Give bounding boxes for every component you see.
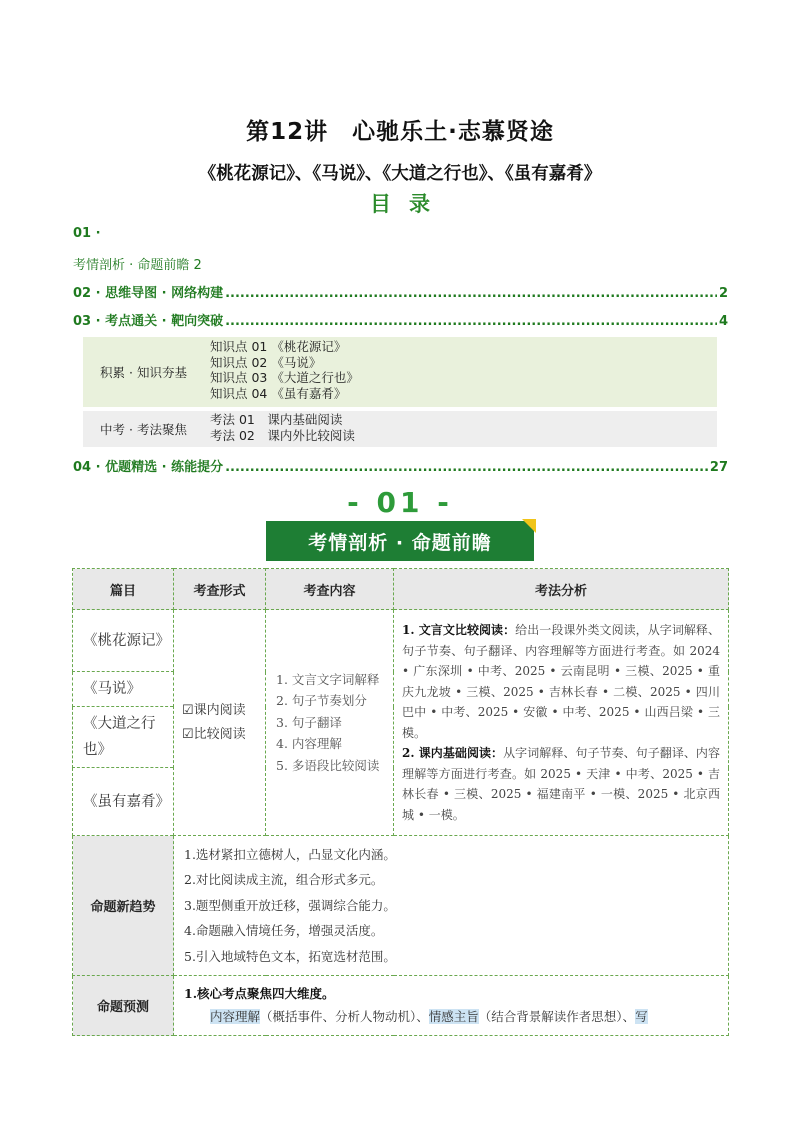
- highlight-text: 写: [635, 1009, 648, 1024]
- toc-item-4-label: 04 · 优题精选 · 练能提分: [73, 460, 224, 475]
- toc-item-3[interactable]: [73, 310, 728, 329]
- trend-label: 命题新趋势: [73, 836, 174, 976]
- toc-title: 目录: [370, 192, 448, 216]
- section-number: - 01 -: [347, 486, 453, 519]
- toc-item-3-page: 4: [718, 314, 728, 329]
- analysis-item-2: 2. 课内基础阅读：从字词解释、句子节奏、句子翻译、内容理解等方面进行考查。如 2025 • 天津 • 中考、2025 • 吉林长春 • 三模、2025 • 福建南平 • 一模、2025 • 北京西城 • 一模。: [402, 746, 720, 822]
- table-header: 考法分析: [394, 569, 729, 610]
- section-banner: 考情剖析 · 命题前瞻: [266, 521, 534, 561]
- toc-item-1-number[interactable]: 01 ·: [73, 226, 101, 241]
- toc-leader-dots: [225, 286, 717, 301]
- toc-subitem[interactable]: 知识点 04 《虽有嘉肴》: [210, 385, 347, 401]
- piece-cell: 《马说》: [73, 672, 174, 707]
- toc-item-4-page: 27: [709, 460, 728, 475]
- predict-title: 1.核心考点聚焦四大维度。: [184, 986, 335, 1001]
- toc-item-1[interactable]: 考情剖析 · 命题前瞻 2: [73, 258, 202, 273]
- toc-subitem[interactable]: 知识点 02 《马说》: [210, 354, 322, 370]
- piece-cell: 《大道之行也》: [73, 707, 174, 768]
- content-item: 3. 句子翻译: [276, 714, 342, 730]
- predict-cell: [174, 976, 729, 1036]
- trend-item: 2.对比阅读成主流，组合形式多元。: [184, 872, 384, 888]
- analysis-item-1: 1. 文言文比较阅读：给出一段课外类文阅读，从字词解释、句子节奏、句子翻译、内容理解等方面进行考查。如 2024 • 广东深圳 • 中考、2025 • 云南昆明 • 三模、2025 • 重庆九龙坡 • 三模、2025 • 吉林长春 • 二模、2025 • 四川巴中 • 中考、2025 • 安徽 • 中考、2025 • 山西吕梁 • 三模。: [402, 623, 720, 740]
- table-header: 篇目: [73, 569, 174, 610]
- form-cell: [174, 610, 266, 836]
- toc-item-4[interactable]: [73, 456, 728, 475]
- content-item: 5. 多语段比较阅读: [276, 757, 380, 773]
- lecture-subtitle: 《桃花源记》、《马说》、《大道之行也》、《虽有嘉肴》: [198, 164, 602, 184]
- exam-analysis-table: [72, 568, 729, 1036]
- toc-subitem[interactable]: 考法 01 课内基础阅读: [210, 412, 343, 427]
- toc-subitem[interactable]: 知识点 01 《桃花源记》: [210, 339, 347, 354]
- piece-cell: 《虽有嘉肴》: [73, 768, 174, 836]
- predict-line: 内容理解（概括事件、分析人物动机）、情感主旨（结合背景解读作者思想）、写: [210, 1009, 648, 1024]
- content-item: 2. 句子节奏划分: [276, 693, 367, 709]
- banner-corner-decoration: [522, 519, 536, 533]
- method-box-label: 中考 · 考法聚焦: [100, 422, 187, 437]
- table-header: 考查内容: [266, 569, 394, 610]
- content-item: 4. 内容理解: [276, 736, 342, 752]
- toc-subitem[interactable]: 知识点 03 《大道之行也》: [210, 370, 359, 385]
- trend-cell: [174, 836, 729, 976]
- highlight-text: 情感主旨: [428, 1009, 479, 1024]
- toc-leader-dots: [225, 460, 708, 475]
- trend-item: 4.命题融入情境任务，增强灵活度。: [184, 923, 384, 939]
- toc-leader-dots: [225, 314, 717, 329]
- trend-item: 3.题型侧重开放迁移，强调综合能力。: [184, 897, 396, 913]
- knowledge-box-label: 积累 · 知识夯基: [100, 365, 187, 380]
- analysis-cell: [394, 610, 729, 836]
- toc-item-2-page: 2: [718, 286, 728, 301]
- content-cell: [266, 610, 394, 836]
- predict-label: 命题预测: [73, 976, 174, 1036]
- toc-method-box: [83, 411, 717, 447]
- trend-item: 5.引入地域特色文本，拓宽选材范围。: [184, 948, 396, 964]
- toc-item-2[interactable]: [73, 282, 728, 301]
- toc-knowledge-box: [83, 337, 717, 407]
- table-header: 考查形式: [174, 569, 266, 610]
- toc-item-2-label: 02 · 思维导图 · 网络构建: [73, 286, 224, 301]
- checkbox-item: ☑比较阅读: [182, 726, 246, 742]
- lecture-title: 第12讲 心驰乐土·志慕贤途: [246, 119, 554, 145]
- toc-item-3-label: 03 · 考点通关 · 靶向突破: [73, 314, 224, 329]
- content-item: 1. 文言文字词解释: [276, 671, 380, 687]
- piece-cell: 《桃花源记》: [73, 610, 174, 672]
- trend-item: 1.选材紧扣立德树人，凸显文化内涵。: [184, 846, 396, 862]
- toc-subitem[interactable]: 考法 02 课内外比较阅读: [210, 427, 355, 443]
- checkbox-item: ☑课内阅读: [182, 702, 246, 718]
- highlight-text: 内容理解: [210, 1009, 261, 1024]
